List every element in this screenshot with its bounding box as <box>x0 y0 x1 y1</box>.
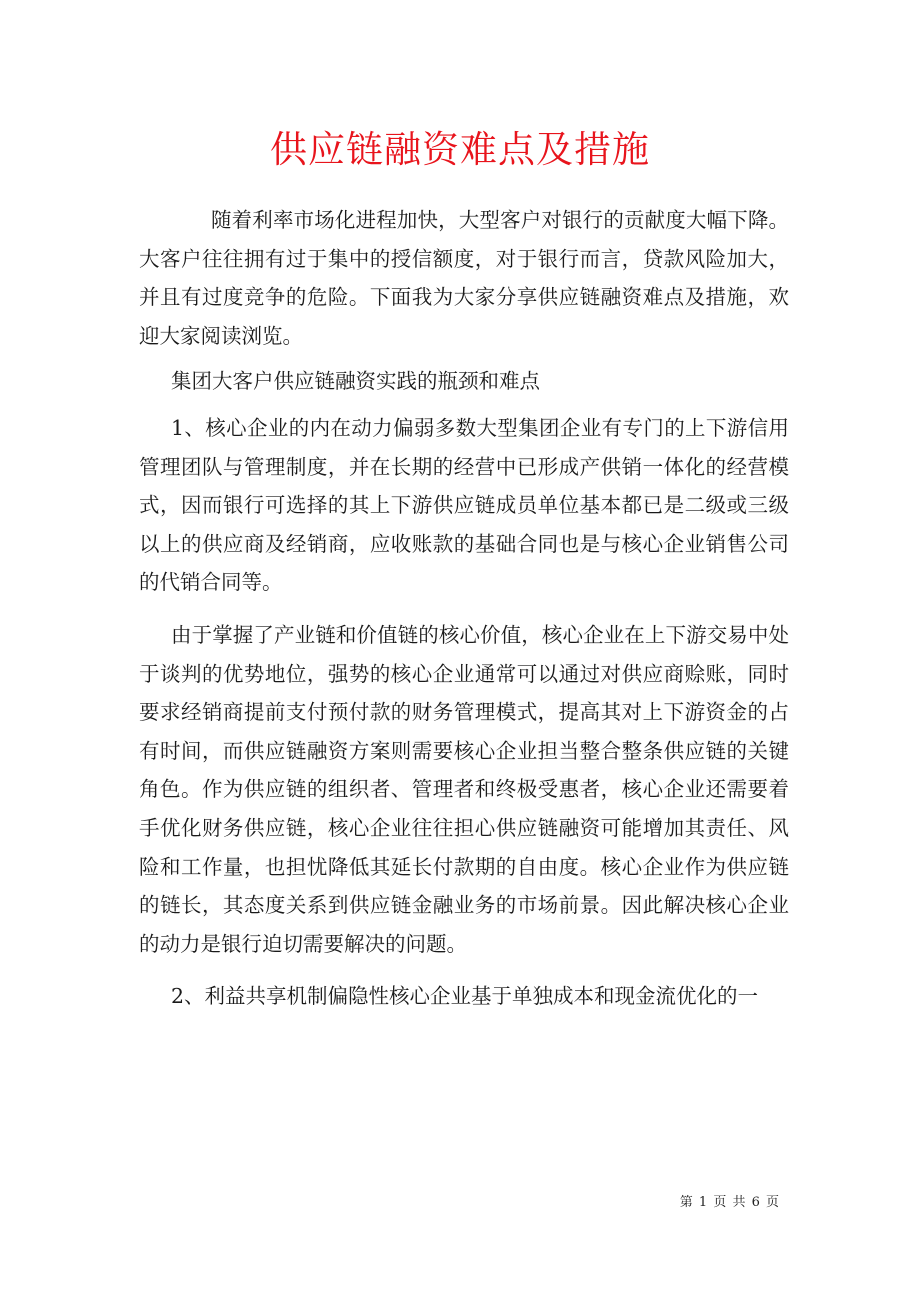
section-heading: 集团大客户供应链融资实践的瓶颈和难点 <box>171 369 540 394</box>
document-body <box>139 201 789 1016</box>
page-number-footer: 第 1 页 共 6 页 <box>679 1195 780 1210</box>
point-2-paragraph: 2、利益共享机制偏隐性核心企业基于单独成本和现金流优化的一 <box>171 984 759 1009</box>
document-title: 供应链融资难点及措施 <box>270 128 650 171</box>
intro-paragraph: 随着利率市场化进程加快，大型客户对银行的贡献度大幅下降。大客户往往拥有过于集中的授信额度，对于银行而言，贷款风险加大，并且有过度竞争的危险。下面我为大家分享供应链融资难点及措施，欢迎大家阅读浏览。 <box>139 208 789 348</box>
core-enterprise-paragraph: 由于掌握了产业链和价值链的核心价值，核心企业在上下游交易中处于谈判的优势地位，强势的核心企业通常可以通过对供应商赊账，同时要求经销商提前支付预付款的财务管理模式，提高其对上下游资金的占有时间，而供应链融资方案则需要核心企业担当整合整条供应链的关键角色。作为供应链的组织者、管理者和终极受惠者，核心企业还需要着手优化财务供应链，核心企业往往担心供应链融资可能增加其责任、风险和工作量，也担忧降低其延长付款期的自由度。核心企业作为供应链的链长，其态度关系到供应链金融业务的市场前景。因此解决核心企业的动力是银行迫切需要解决的问题。 <box>139 622 789 956</box>
point-1-paragraph: 1、核心企业的内在动力偏弱多数大型集团企业有专门的上下游信用管理团队与管理制度，并在长期的经营中已形成产供销一体化的经营模式，因而银行可选择的其上下游供应链成员单位基本都已是二级或三级以上的供应商及经销商，应收账款的基础合同也是与核心企业销售公司的代销合同等。 <box>139 415 789 595</box>
